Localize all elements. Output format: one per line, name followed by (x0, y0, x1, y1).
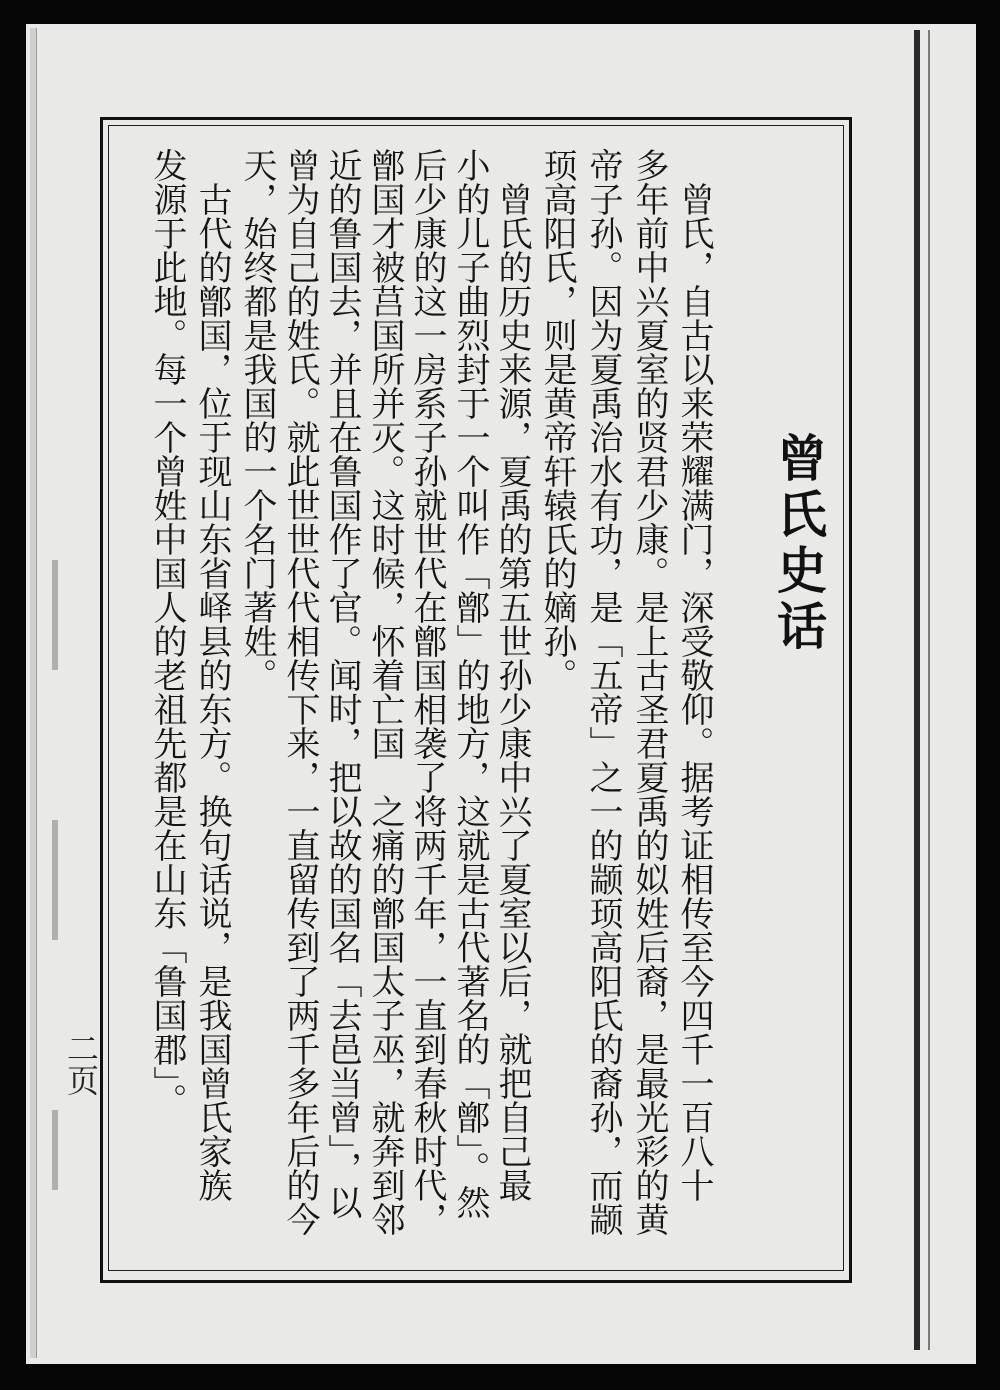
text-column-8: 鄫国才被莒国所并灭。这时候，怀着亡国 之痛的鄫国太子巫，就奔到邻 (365, 148, 405, 1236)
text-column-6: 小的儿子曲烈封于一个叫作「鄫」的地方，这就是古代著名的「鄫」。然 (450, 148, 490, 1219)
text-column-9: 近的鲁国去，并且在鲁国作了官。闻时，把以故的国名「去邑当曾」，以 (322, 148, 362, 1219)
page-title: 曾氏史话 (769, 432, 828, 656)
margin-mark (52, 560, 58, 670)
text-column-3: 帝子孙。因为夏禹治水有功，是「五帝」之一的颛顼高阳氏的裔孙，而颛 (583, 148, 623, 1236)
text-column-10: 曾为自己的姓氏。就此世世代代相传下来，一直留传到了两千多年后的今 (280, 148, 320, 1236)
text-column-4: 顼高阳氏，则是黄帝轩辕氏的嫡孙。 (537, 148, 577, 692)
page-left-edge (30, 28, 37, 1358)
text-column-12: 古代的鄫国，位于现山东省峄县的东方。换句话说，是我国曾氏家族 (192, 148, 232, 1202)
text-column-1: 曾氏，自古以来荣耀满门，深受敬仰。据考证相传至今四千一百八十 (674, 148, 714, 1202)
text-column-7: 后少康的这一房系子孙就世代在鄫国相袭了将两千年，一直到春秋时代， (407, 148, 447, 1236)
text-column-5: 曾氏的历史来源，夏禹的第五世孙少康中兴了夏室以后，就把自己最 (492, 148, 532, 1202)
text-column-11: 天，始终都是我国的一个名门著姓。 (237, 148, 277, 692)
margin-mark (52, 1110, 58, 1190)
text-column-2: 多年前中兴夏室的贤君少康。是上古圣君夏禹的姒姓后裔，是最光彩的黄 (629, 148, 669, 1236)
binding-line (914, 30, 920, 1350)
binding-line-secondary (928, 30, 930, 1350)
margin-mark (52, 820, 58, 940)
text-column-13: 发源于此地。每一个曾姓中国人的老祖先都是在山东「鲁国郡」。 (147, 148, 187, 1117)
page-number-label: 二页 (62, 1032, 100, 1096)
